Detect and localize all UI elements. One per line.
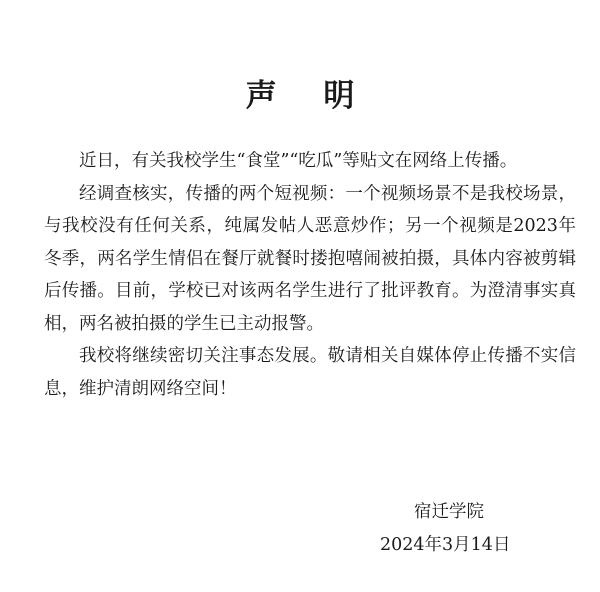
document-body [44, 145, 576, 405]
signature-date: 2024年3月14日 [380, 534, 511, 555]
paragraph-2: 经调查核实，传播的两个短视频：一个视频场景不是我校场景，与我校没有任何关系，纯属发帖人恶意炒作；另一个视频是2023年冬季，两名学生情侣在餐厅就餐时搂抱嘻闹被拍摄，具体内容被剪辑后传播。目前，学校已对该两名学生进行了批评教育。为澄清事实真相，两名被拍摄的学生已主动报警。 [44, 183, 576, 334]
signature-organization: 宿迁学院 [414, 502, 484, 522]
paragraph-1: 近日，有关我校学生“食堂”“吃瓜”等贴文在网络上传播。 [79, 151, 518, 171]
document-title: 声 明 [245, 78, 373, 114]
signature-block [380, 496, 560, 561]
paragraph-3: 我校将继续密切关注事态发展。敬请相关自媒体停止传播不实信息，维护清朗网络空间！ [44, 346, 576, 399]
